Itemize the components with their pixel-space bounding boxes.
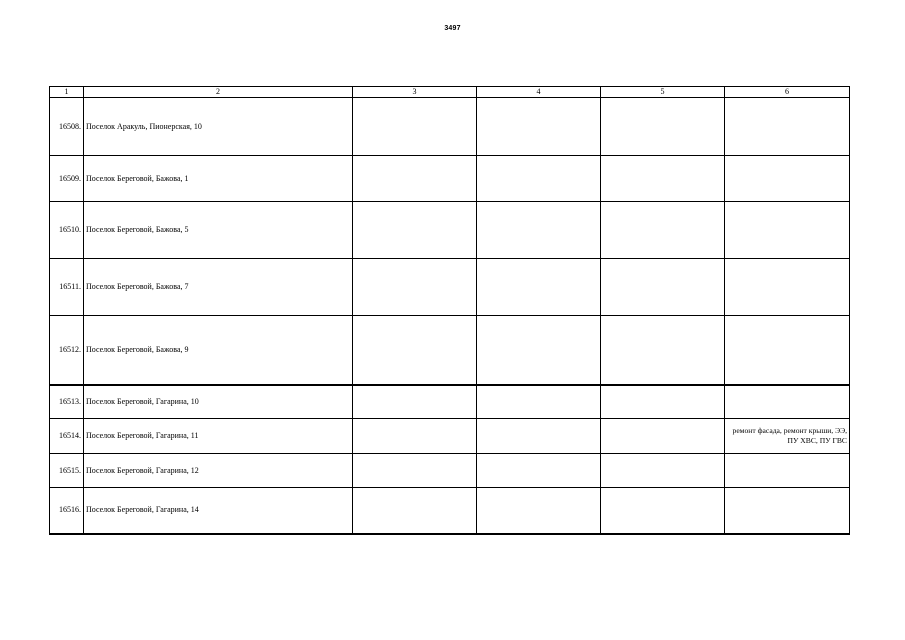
cell-col4 xyxy=(477,259,601,316)
cell-col6 xyxy=(725,98,850,156)
row-address: Поселок Береговой, Гагарина, 10 xyxy=(84,385,353,419)
cell-col6 xyxy=(725,454,850,488)
cell-col4 xyxy=(477,385,601,419)
cell-col3 xyxy=(353,488,477,534)
cell-col3 xyxy=(353,419,477,454)
table-row xyxy=(50,156,850,202)
cell-col3 xyxy=(353,259,477,316)
cell-col5 xyxy=(601,419,725,454)
row-address: Поселок Береговой, Бажова, 5 xyxy=(84,202,353,259)
cell-col4 xyxy=(477,419,601,454)
row-address: Поселок Береговой, Бажова, 7 xyxy=(84,259,353,316)
cell-col4 xyxy=(477,488,601,534)
cell-col5 xyxy=(601,454,725,488)
cell-col5 xyxy=(601,488,725,534)
row-address: Поселок Береговой, Гагарина, 11 xyxy=(84,419,353,454)
row-address: Поселок Береговой, Бажова, 9 xyxy=(84,316,353,385)
cell-col6 xyxy=(725,488,850,534)
column-header-3: 3 xyxy=(353,87,477,98)
table-row xyxy=(50,316,850,385)
cell-col5 xyxy=(601,385,725,419)
row-number: 16516. xyxy=(50,488,84,534)
column-header-4: 4 xyxy=(477,87,601,98)
cell-col4 xyxy=(477,454,601,488)
page-number: 3497 xyxy=(444,25,461,32)
column-header-1: 1 xyxy=(50,87,84,98)
row-address: Поселок Береговой, Бажова, 1 xyxy=(84,156,353,202)
column-header-2: 2 xyxy=(84,87,353,98)
table-row xyxy=(50,454,850,488)
table-row xyxy=(50,259,850,316)
column-header-6: 6 xyxy=(725,87,850,98)
table-row xyxy=(50,98,850,156)
row-number: 16515. xyxy=(50,454,84,488)
cell-col4 xyxy=(477,156,601,202)
cell-col3 xyxy=(353,202,477,259)
table-row xyxy=(50,419,850,454)
cell-col6 xyxy=(725,385,850,419)
cell-col3 xyxy=(353,316,477,385)
cell-col4 xyxy=(477,202,601,259)
cell-col6 xyxy=(725,156,850,202)
cell-col6 xyxy=(725,316,850,385)
table-header-row xyxy=(50,87,850,98)
row-number: 16510. xyxy=(50,202,84,259)
row-address: Поселок Береговой, Гагарина, 12 xyxy=(84,454,353,488)
table-row xyxy=(50,202,850,259)
cell-col4 xyxy=(477,98,601,156)
row-number: 16514. xyxy=(50,419,84,454)
cell-col3 xyxy=(353,156,477,202)
row-address: Поселок Береговой, Гагарина, 14 xyxy=(84,488,353,534)
cell-col6: ремонт фасада, ремонт крыши, ЭЭ, ПУ ХВС, ПУ ГВС xyxy=(725,419,850,454)
cell-col5 xyxy=(601,202,725,259)
row-number: 16513. xyxy=(50,385,84,419)
registry-table xyxy=(49,86,850,535)
cell-col5 xyxy=(601,156,725,202)
column-header-5: 5 xyxy=(601,87,725,98)
cell-col5 xyxy=(601,98,725,156)
cell-col4 xyxy=(477,316,601,385)
cell-col3 xyxy=(353,454,477,488)
cell-col6 xyxy=(725,202,850,259)
table-row xyxy=(50,385,850,419)
cell-col3 xyxy=(353,385,477,419)
row-number: 16511. xyxy=(50,259,84,316)
row-address: Поселок Аракуль, Пионерская, 10 xyxy=(84,98,353,156)
cell-col6 xyxy=(725,259,850,316)
row-number: 16509. xyxy=(50,156,84,202)
table-row xyxy=(50,488,850,534)
cell-col5 xyxy=(601,259,725,316)
cell-col3 xyxy=(353,98,477,156)
cell-col5 xyxy=(601,316,725,385)
row-number: 16512. xyxy=(50,316,84,385)
row-number: 16508. xyxy=(50,98,84,156)
